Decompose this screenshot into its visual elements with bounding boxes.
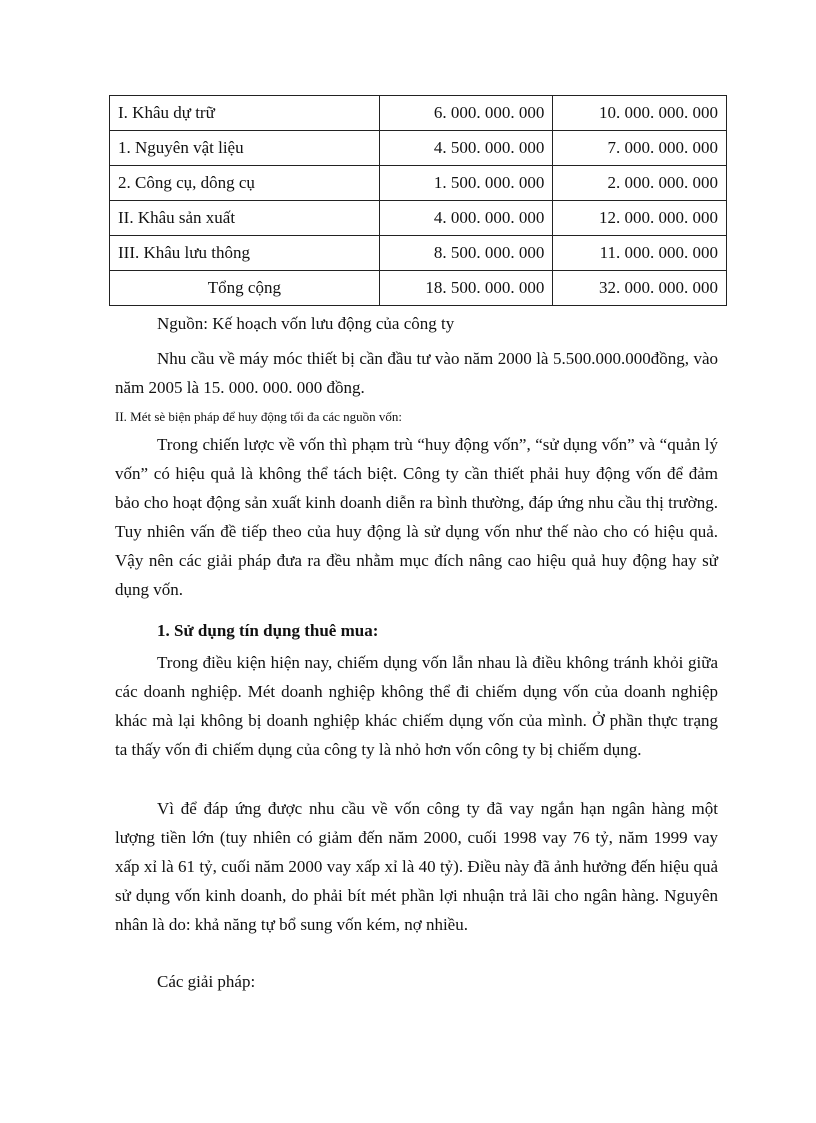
table-row bbox=[110, 131, 727, 166]
paragraph-equipment-needs: Nhu cầu về máy móc thiết bị cần đầu tư vào năm 2000 là 5.500.000.000đồng, vào năm 2005 là 15. 000. 000. 000 đồng. bbox=[115, 349, 718, 397]
table-source-note: Nguồn: Kế hoạch vốn lưu động của công ty bbox=[157, 314, 455, 333]
row-label: 1. Nguyên vật liệu bbox=[110, 131, 380, 166]
capital-table bbox=[109, 95, 727, 306]
value-col2: 2. 000. 000. 000 bbox=[553, 166, 727, 201]
paragraph-solutions: Các giải pháp: bbox=[157, 972, 256, 991]
value-col2: 12. 000. 000. 000 bbox=[553, 201, 727, 236]
section-heading: II. Mét sè biện pháp để huy động tối đa các nguồn vốn: bbox=[115, 409, 403, 424]
value-col1: 4. 000. 000. 000 bbox=[379, 201, 553, 236]
table-row bbox=[110, 96, 727, 131]
total-col1: 18. 500. 000. 000 bbox=[379, 271, 553, 306]
row-label: 2. Công cụ, dông cụ bbox=[110, 166, 380, 201]
total-label: Tổng cộng bbox=[110, 271, 380, 306]
paragraph-capital-strategy: Trong chiến lược về vốn thì phạm trù “huy động vốn”, “sử dụng vốn” và “quản lý vốn” có hiệu quả là không thể tách biệt. Công ty cần thiết phải huy động vốn để đảm bảo cho hoạt động sản xuất kinh doanh diễn ra bình thường, đáp ứng nhu cầu thị trường. Tuy nhiên vấn đề tiếp theo của huy động là sử dụng vốn như thế nào cho có hiệu quả. Vậy nên các giải pháp đưa ra đều nhằm mục đích nâng cao hiệu quả huy động hay sử dụng vốn. bbox=[115, 435, 718, 599]
value-col2: 10. 000. 000. 000 bbox=[553, 96, 727, 131]
value-col1: 6. 000. 000. 000 bbox=[379, 96, 553, 131]
value-col1: 8. 500. 000. 000 bbox=[379, 236, 553, 271]
row-label: II. Khâu sản xuất bbox=[110, 201, 380, 236]
paragraph-bank-loans: Vì để đáp ứng được nhu cầu về vốn công ty đã vay ngắn hạn ngân hàng một lượng tiền lớn (tuy nhiên có giảm đến năm 2000, cuối 1998 vay 76 tỷ, năm 1999 vay xấp xỉ là 61 tỷ, cuối năm 2000 vay xấp xỉ là 40 tỷ). Điều này đã ảnh hưởng đến hiệu quả sử dụng vốn kinh doanh, do phải bít mét phần lợi nhuận trả lãi cho ngân hàng. Nguyên nhân là do: khả năng tự bổ sung vốn kém, nợ nhiều. bbox=[115, 799, 718, 934]
table-row bbox=[110, 166, 727, 201]
value-col2: 7. 000. 000. 000 bbox=[553, 131, 727, 166]
value-col1: 1. 500. 000. 000 bbox=[379, 166, 553, 201]
paragraph-capital-appropriation: Trong điều kiện hiện nay, chiếm dụng vốn lẫn nhau là điều không tránh khỏi giữa các doanh nghiệp. Mét doanh nghiệp không thể đi chiếm dụng vốn của doanh nghiệp khác mà lại không bị doanh nghiệp khác chiếm dụng vốn của mình. Ở phần thực trạng ta thấy vốn đi chiếm dụng của công ty là nhỏ hơn vốn công ty bị chiếm dụng. bbox=[115, 653, 718, 759]
total-col2: 32. 000. 000. 000 bbox=[553, 271, 727, 306]
row-label: III. Khâu lưu thông bbox=[110, 236, 380, 271]
table-row bbox=[110, 236, 727, 271]
value-col2: 11. 000. 000. 000 bbox=[553, 236, 727, 271]
value-col1: 4. 500. 000. 000 bbox=[379, 131, 553, 166]
subsection-heading: 1. Sử dụng tín dụng thuê mua: bbox=[157, 621, 379, 640]
table-total-row bbox=[110, 271, 727, 306]
row-label: I. Khâu dự trữ bbox=[110, 96, 380, 131]
table-row bbox=[110, 201, 727, 236]
